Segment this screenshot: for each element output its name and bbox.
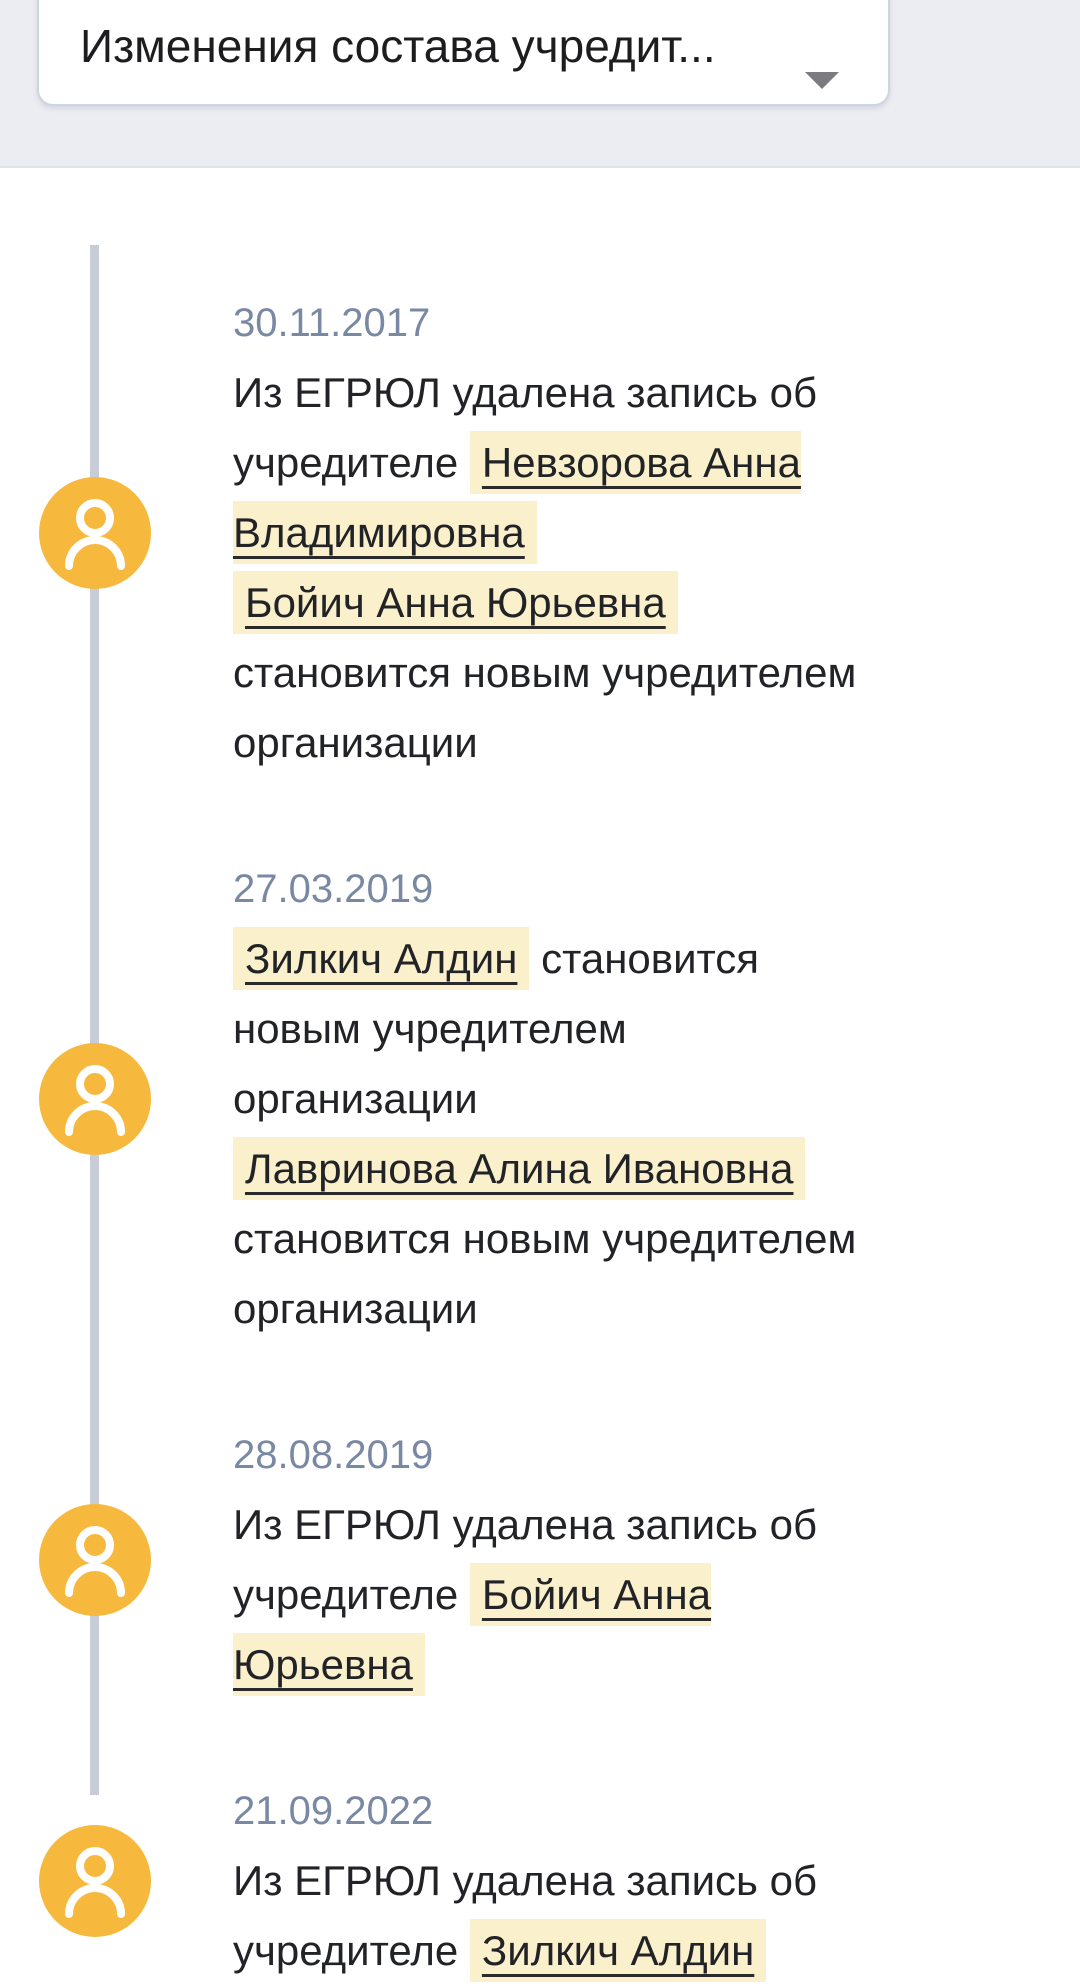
event-body	[233, 924, 858, 1344]
person-icon	[39, 1043, 151, 1155]
statement-text: становится новым учредителем организации	[233, 1215, 857, 1332]
founder-link[interactable]: Лавринова Алина Ивановна	[233, 1137, 805, 1200]
event-date: 30.11.2017	[233, 301, 431, 345]
chevron-down-icon	[805, 72, 839, 89]
event-date: 28.08.2019	[233, 1433, 434, 1477]
event-statement	[233, 568, 858, 778]
person-avatar	[39, 477, 151, 589]
statement-text: Из ЕГРЮЛ удалена запись об учредителе	[233, 369, 818, 486]
avatar-column	[0, 1043, 233, 1155]
timeline-event	[0, 1776, 1080, 1986]
timeline-list	[0, 288, 1080, 1986]
event-statement	[233, 1846, 858, 1986]
event-body	[233, 358, 858, 778]
event-date: 21.09.2022	[233, 1789, 434, 1833]
avatar-column	[0, 477, 233, 589]
event-statement	[233, 358, 858, 568]
statement-text: Из ЕГРЮЛ удалена запись об учредителе	[233, 1501, 818, 1618]
founder-link[interactable]: Зилкич Алдин	[233, 927, 529, 990]
person-avatar	[39, 1504, 151, 1616]
events-timeline	[0, 168, 1080, 1986]
event-content	[233, 288, 858, 778]
person-icon	[39, 1504, 151, 1616]
event-body	[233, 1490, 858, 1700]
statement-text: становится новым учредителем организации	[233, 935, 760, 1122]
person-avatar	[39, 1825, 151, 1937]
statement-text: становится новым учредителем организации	[233, 649, 857, 766]
avatar-column	[0, 1504, 233, 1616]
event-content	[233, 1776, 858, 1986]
event-statement	[233, 1134, 858, 1344]
change-type-dropdown[interactable]	[37, 0, 890, 106]
event-statement	[233, 1490, 858, 1700]
change-type-dropdown-value: Изменения состава учредит...	[80, 20, 716, 72]
founder-link[interactable]: Невзорова Анна Владимировна	[233, 431, 801, 564]
founder-link[interactable]: Бойич Анна Юрьевна	[233, 1563, 711, 1696]
person-icon	[39, 1825, 151, 1937]
person-icon	[39, 477, 151, 589]
timeline-event	[0, 1420, 1080, 1700]
avatar-column	[0, 1825, 233, 1937]
timeline-event	[0, 854, 1080, 1344]
person-avatar	[39, 1043, 151, 1155]
founder-link[interactable]: Бойич Анна Юрьевна	[233, 571, 678, 634]
event-content	[233, 854, 858, 1344]
statement-text: Из ЕГРЮЛ удалена запись об учредителе	[233, 1857, 818, 1974]
filter-header	[0, 0, 1080, 168]
timeline-event	[0, 288, 1080, 778]
event-body	[233, 1846, 858, 1986]
event-date: 27.03.2019	[233, 867, 434, 911]
event-content	[233, 1420, 858, 1700]
event-statement	[233, 924, 858, 1134]
founder-link[interactable]: Зилкич Алдин	[470, 1919, 766, 1982]
